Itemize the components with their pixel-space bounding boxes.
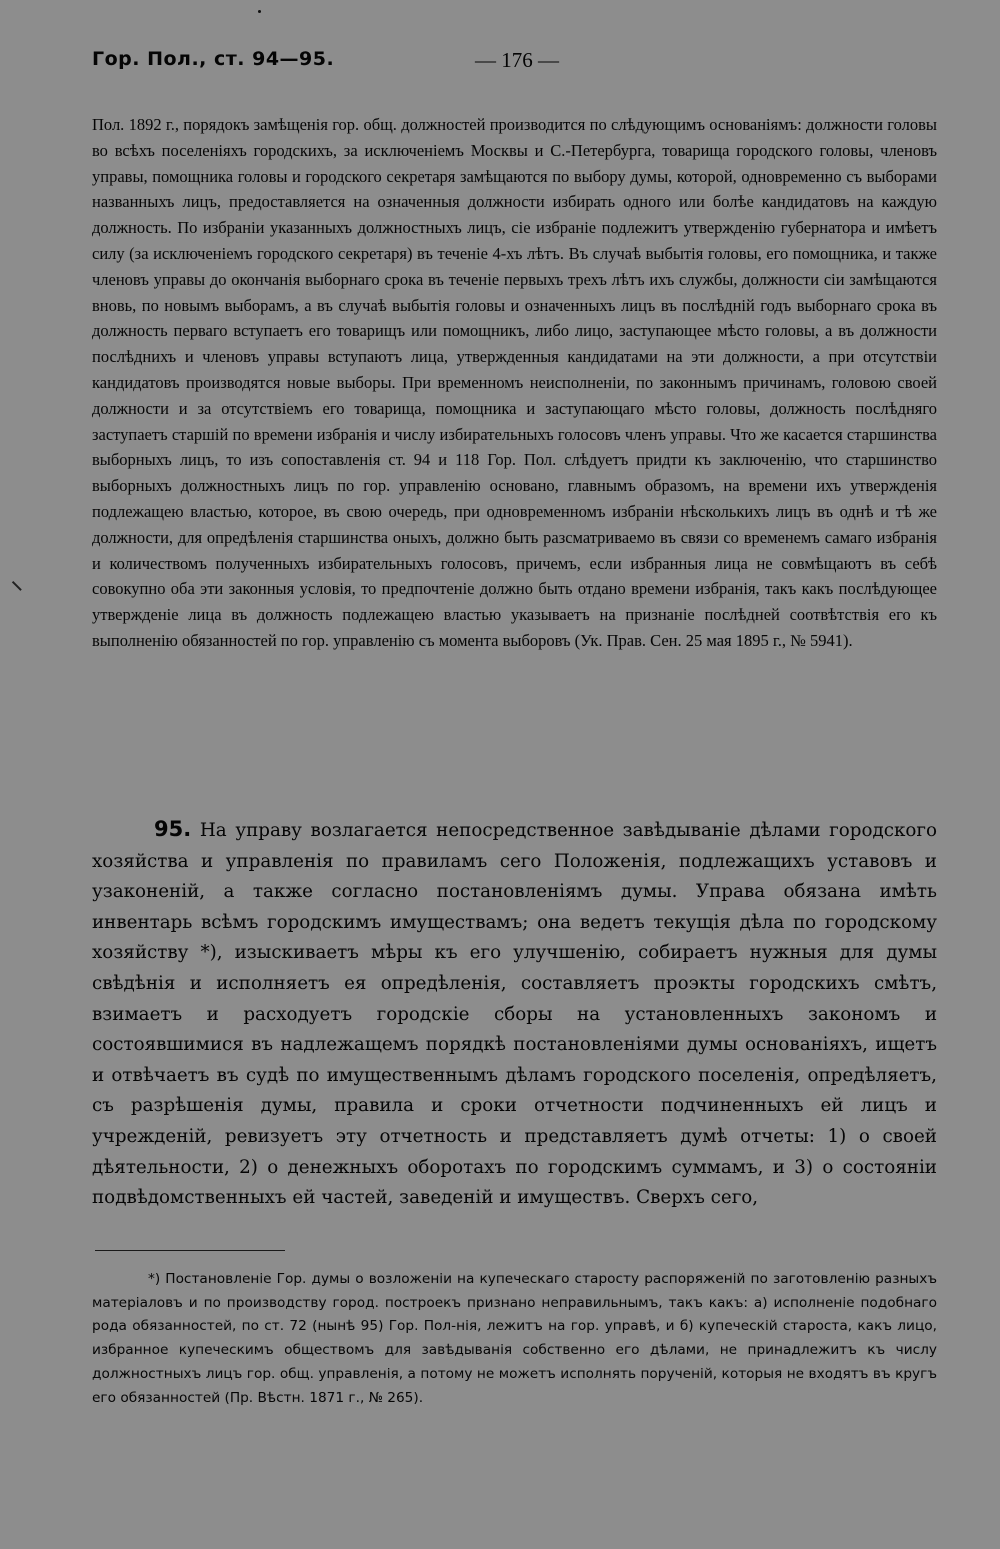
article-text: На управу возлагается непосредственное завѣдываніе дѣлами городского хозяйства и управленія по правиламъ сего Положенія, подлежащихъ уставовъ и узаконеній, а также согласно постановленіямъ думы. Управа обязана имѣть инвентарь всѣмъ городскимъ имуществамъ; она ведетъ текущія дѣла по городскому хозяйству *), изыскиваетъ мѣры къ его улучшенію, собираетъ нужныя для думы свѣдѣнія и исполняетъ ея опредѣленія, составляетъ проэкты городскихъ смѣтъ, взимаетъ и расходуетъ городскіе сборы на установленныхъ закономъ и состоявшимися въ надлежащемъ порядкѣ постановленіями думы основаніяхъ, ищетъ и отвѣчаетъ въ судѣ по имущественнымъ дѣламъ городского поселенія, опредѣляетъ, съ разрѣшенія думы, правила и сроки отчетности подчиненныхъ ей лицъ и учрежденій, ревизуетъ эту отчетность и представляетъ думѣ отчеты: 1) о своей дѣятельности, 2) о денежныхъ оборотахъ по городскимъ суммамъ, и 3) о состояніи подвѣдомственныхъ ей частей, заведеній и имуществъ. Сверхъ сего,: [92, 820, 937, 1209]
running-head: Гор. Пол., ст. 94—95.: [92, 48, 335, 70]
footnote: *) Постановленіе Гор. думы о возложеніи на купеческаго старосту распоряженій по заготовленію разныхъ матеріаловъ и по производству город. построекъ признано неправильнымъ, такъ какъ: а) исполненіе подобнаго рода обязанностей, по ст. 72 (нынѣ 95) Гор. Пол-нія, лежитъ на гор. управѣ, и б) купеческій староста, какъ лицо, избранное купеческимъ обществомъ для завѣдыванія собственно его дѣлами, не принадлежитъ къ числу должностныхъ лицъ гор. общ. управленія, а потому не можетъ исполнять порученій, которыя не входятъ въ кругъ его обязанностей (Пр. Вѣстн. 1871 г., № 265).: [92, 1271, 937, 1406]
page-header: [92, 48, 942, 78]
article-number: 95.: [154, 817, 192, 841]
footnote-divider: [95, 1250, 285, 1251]
article-95: [92, 814, 937, 1214]
print-speck: [258, 10, 261, 13]
page-number: — 176 —: [475, 48, 559, 72]
continued-paragraph: Пол. 1892 г., порядокъ замѣщенія гор. общ. должностей производится по слѣдующимъ основаніямъ: должности головы во всѣхъ поселеніяхъ городскихъ, за исключеніемъ Москвы и С.-Петербурга, товарища городского головы, членовъ управы, помощника головы и городского секретаря замѣщаются по выбору думы, которой, одновременно съ выборами названныхъ лицъ, предоставляется на означенныя должности избирать одного или болѣе кандидатовъ на каждую должность. По избраніи указанныхъ должностныхъ лицъ, сіе избраніе подлежитъ утвержденію губернатора и имѣетъ силу (за исключеніемъ городского секретаря) въ теченіе 4-хъ лѣтъ. Въ случаѣ выбытія головы, его помощника, и также членовъ управы до окончанія выборнаго срока въ теченіе первыхъ трехъ лѣтъ ихъ службы, должности сіи замѣщаются вновь, по новымъ выборамъ, а въ случаѣ выбытія головы и означенныхъ лицъ въ послѣдній годъ выборнаго срока въ должность перваго вступаетъ его товарищъ или помощникъ, либо лицо, заступающее мѣсто головы, а въ должности послѣднихъ и членовъ управы вступаютъ лица, утвержденныя кандидатами на эти должности, а при отсутствіи кандидатовъ производятся новые выборы. При временномъ неисполненіи, по законнымъ причинамъ, головою своей должности и за отсутствіемъ его товарища, помощника и заступающаго мѣсто головы, должность послѣдняго заступаетъ старшій по времени избранія и числу избирательныхъ голосовъ членъ управы. Что же касается старшинства выборныхъ лицъ, то изъ сопоставленія ст. 94 и 118 Гор. Пол. слѣдуетъ придти къ заключенію, что старшинство выборныхъ должностныхъ лицъ по гор. управленію основано, главнымъ образомъ, на времени ихъ утвержденія подлежащею властью, которое, въ свою очередь, при одновременномъ избраніи нѣсколькихъ лицъ въ однѣ и тѣ же должности, для опредѣленія старшинства оныхъ, должно быть разсматриваемо въ связи со временемъ самаго избранія и количествомъ полученныхъ избирательныхъ голосовъ, причемъ, если избранныя лица не совмѣщаютъ въ себѣ совокупно оба эти законныя условія, то предпочтеніе должно быть отдано времени избранія, такъ какъ послѣдующее утвержденіе лица въ должность подлежащею властью указываетъ на признаніе послѣдней соотвѣтствія его къ выполненію обязанностей по гор. управленію съ момента выборовъ (Ук. Прав. Сен. 25 мая 1895 г., № 5941).: [92, 115, 937, 650]
margin-mark: [12, 581, 22, 591]
